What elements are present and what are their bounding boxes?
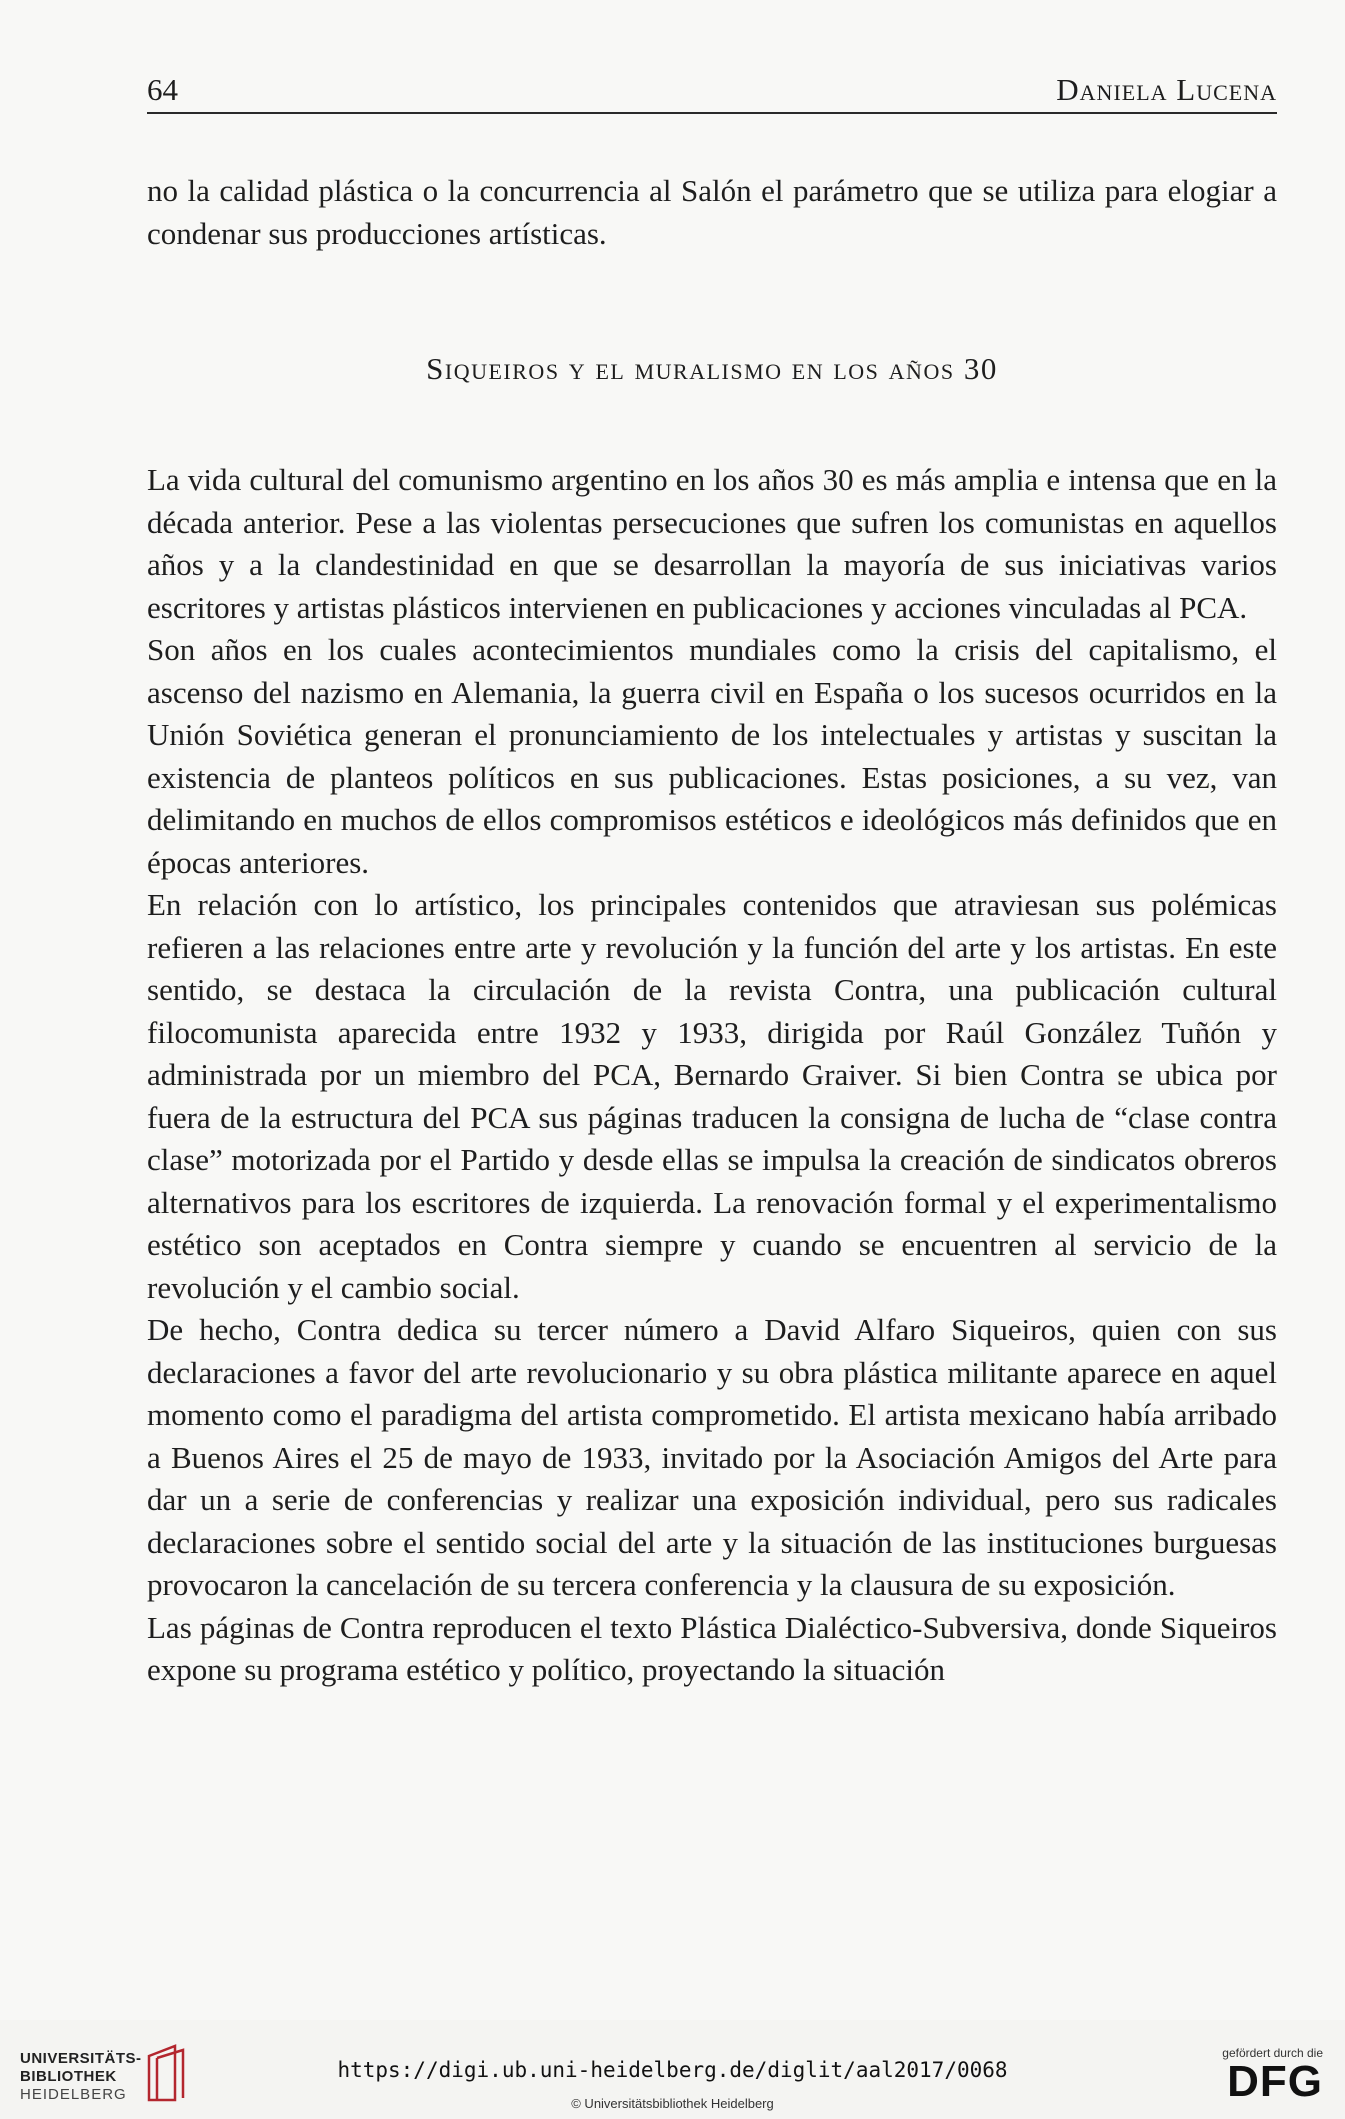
digitization-footer bbox=[0, 2020, 1345, 2119]
page-header bbox=[147, 72, 1277, 114]
body-text bbox=[147, 170, 1277, 1692]
paragraph-1: La vida cultural del comunismo argentino en los años 30 es más amplia e intensa que en la década anterior. Pese a las violentas persecuciones que sufren los comunistas en aquellos años y a la clandestinidad en que se desarrollan la mayoría de sus iniciativas varios escritores y artistas plásticos intervienen en publicaciones y acciones vinculadas al PCA. bbox=[147, 462, 1277, 625]
library-name-line2: BIBLIOTHEK bbox=[20, 2068, 117, 2085]
section-title: Siqueiros y el muralismo en los años 30 bbox=[426, 351, 998, 386]
permalink-url[interactable]: https://digi.ub.uni-heidelberg.de/diglit/aal2017/0068 bbox=[337, 2058, 1008, 2082]
paragraph-3: En relación con lo artístico, los principales contenidos que atraviesan sus polémicas refieren a las relaciones entre arte y revolución y la función del arte y los artistas. En este sentido, se destaca la circulación de la revista Contra, una publicación cultural filocomunista aparecida entre 1932 y 1933, dirigida por Raúl González Tuñón y administrada por un miembro del PCA, Bernardo Graiver. Si bien Contra se ubica por fuera de la estructura del PCA sus páginas traducen la consigna de lucha de “clase contra clase” motorizada por el Partido y desde ellas se impulsa la creación de sindicatos obreros alternativos para los escritores de izquierda. La renovación formal y el experimentalismo estético son aceptados en Contra siempre y cuando se encuentren al servicio de la revolución y el cambio social. bbox=[147, 887, 1277, 1305]
paragraph-5: Las páginas de Contra reproducen el texto Plástica Dialéctico-Subversiva, donde Siqueiros expone su programa estético y político, proyectando la situación bbox=[147, 1609, 1277, 1687]
paragraph-4: De hecho, Contra dedica su tercer número a David Alfaro Siqueiros, quien con sus declaraciones a favor del arte revolucionario y su obra plástica militante aparece en aquel momento como el paradigma del artista comprometido. El artista mexicano había arribado a Buenos Aires el 25 de mayo de 1933, invitado por la Asociación Amigos del Arte para dar un a serie de conferencias y realizar una exposición individual, pero sus radicales declaraciones sobre el sentido social del arte y la situación de las instituciones burguesas provocaron la cancelación de su tercera conferencia y la clausura de su exposición. bbox=[147, 1312, 1277, 1602]
page-number: 64 bbox=[147, 72, 178, 107]
dfg-logo-text: DFG bbox=[1227, 2057, 1323, 2106]
funding-label: gefördert durch die bbox=[1222, 2046, 1323, 2060]
copyright-notice: © Universitätsbibliothek Heidelberg bbox=[571, 2096, 774, 2111]
library-name-line3: HEIDELBERG bbox=[20, 2086, 127, 2103]
dfg-logo bbox=[1222, 2046, 1323, 2104]
intro-paragraph: no la calidad plástica o la concurrencia al Salón el parámetro que se utiliza para elogiar a condenar sus producciones artísticas. bbox=[147, 173, 1277, 251]
running-head-author: Daniela Lucena bbox=[1056, 72, 1277, 107]
library-name-line1: UNIVERSITÄTS- bbox=[20, 2050, 142, 2067]
paragraph-2: Son años en los cuales acontecimientos mundiales como la crisis del capitalismo, el ascenso del nazismo en Alemania, la guerra civil en España o los sucesos ocurridos en la Unión Soviética generan el pronunciamiento de los intelectuales y artistas y suscitan la existencia de planteos políticos en sus publicaciones. Estas posiciones, a su vez, van delimitando en muchos de ellos compromisos estéticos e ideológicos más definidos que en épocas anteriores. bbox=[147, 632, 1277, 880]
